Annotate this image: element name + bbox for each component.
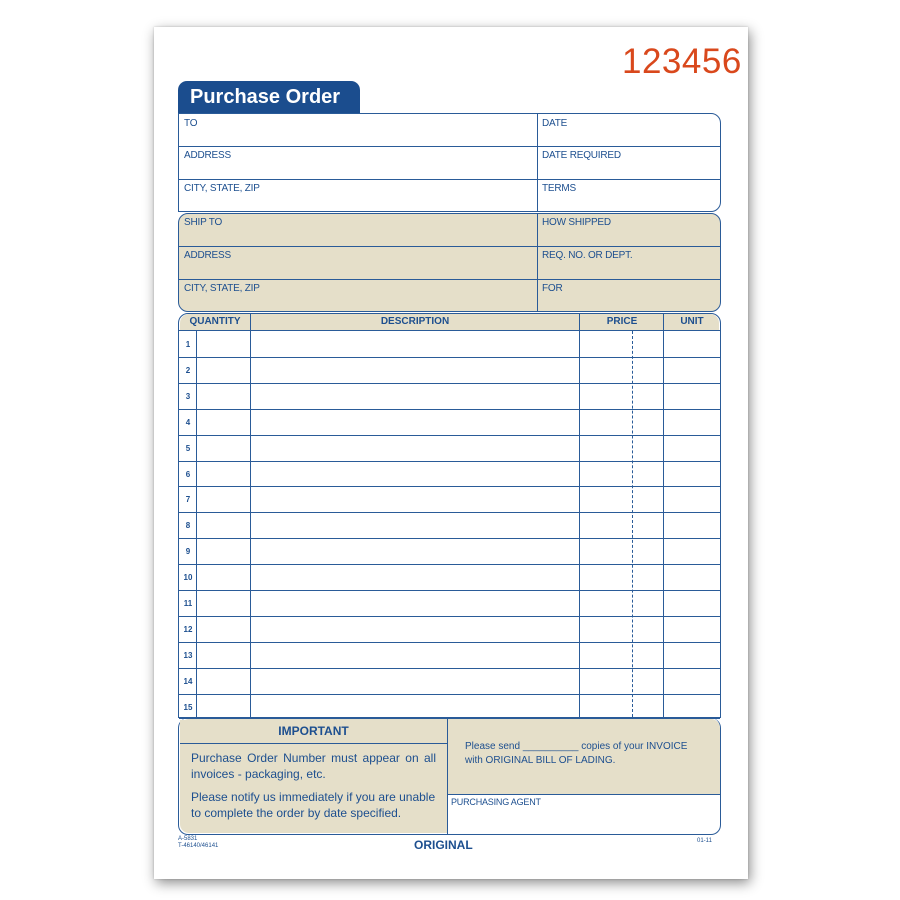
row-divider [179,642,720,643]
row-number: 11 [183,599,193,608]
invoice-note [465,740,705,768]
row-divider [179,486,720,487]
row-number: 3 [185,391,191,401]
divider [179,146,720,147]
row-number: 15 [183,702,193,712]
important-heading: IMPORTANT [278,724,349,738]
col-description: DESCRIPTION [380,316,450,327]
divider [179,179,720,180]
row-divider [179,694,720,695]
copies-blank[interactable]: __________ [522,741,579,752]
row-divider [179,461,720,462]
row-divider [179,590,720,591]
row-number: 2 [185,365,191,375]
row-divider [179,616,720,617]
col-quantity: QUANTITY [189,316,241,327]
form-code-2: T-46140/46141 [178,843,219,849]
col-divider [579,314,580,717]
items-table [178,313,721,718]
row-number: 13 [183,650,193,660]
row-number: 12 [183,624,193,634]
price-cents-divider [632,331,633,717]
row-divider [179,357,720,358]
row-number: 10 [183,573,193,583]
terms-field[interactable]: TERMS [542,183,577,194]
ship-address-field[interactable]: ADDRESS [184,250,231,261]
form-code-1: A-5831 [178,836,198,842]
serial-number: 123456 [622,42,742,81]
ship-city-field[interactable]: CITY, STATE, ZIP [184,283,260,294]
req-no-field[interactable]: REQ. NO. OR DEPT. [542,250,633,261]
row-number: 14 [183,676,193,686]
divider [179,279,720,280]
row-divider [179,564,720,565]
to-field[interactable]: TO [184,118,198,129]
row-divider [179,512,720,513]
purchasing-agent-field[interactable]: PURCHASING AGENT [451,797,541,807]
row-number: 6 [185,469,191,479]
invoice-note-suffix: copies of your INVOICE [581,741,688,752]
divider [448,794,720,795]
row-divider [179,435,720,436]
col-divider [250,314,251,717]
how-shipped-field[interactable]: HOW SHIPPED [542,217,611,228]
shipping-section [178,213,721,312]
invoice-note-prefix: Please send [465,741,521,752]
form-version: 01-11 [697,838,712,844]
date-field[interactable]: DATE [542,118,568,129]
copy-label: ORIGINAL [414,838,473,852]
row-divider [179,409,720,410]
ship-to-field[interactable]: SHIP TO [184,217,223,228]
divider [537,214,538,311]
row-number: 1 [185,340,191,349]
important-text-2: Please notify us immediately if you are unable to complete the order by date specified. [191,790,436,820]
important-header [180,720,447,743]
row-number: 8 [185,521,191,531]
row-number: 5 [185,443,191,453]
col-divider [196,331,197,717]
header-divider [179,330,720,331]
form-title: Purchase Order [190,86,341,108]
row-number: 9 [185,547,191,557]
col-price: PRICE [606,316,638,327]
invoice-note-line2: with ORIGINAL BILL OF LADING. [465,755,616,766]
divider [179,246,720,247]
row-divider [179,668,720,669]
row-divider [179,383,720,384]
for-field[interactable]: FOR [542,283,563,294]
divider [537,114,538,211]
row-divider [179,538,720,539]
title-tab [178,81,360,113]
row-number: 4 [185,417,191,427]
address-field[interactable]: ADDRESS [184,150,231,161]
col-unit: UNIT [680,316,704,327]
col-divider [663,314,664,717]
important-text-1: Purchase Order Number must appear on all invoices - packaging, etc. [191,751,436,781]
form-code [178,836,218,850]
date-required-field[interactable]: DATE REQUIRED [542,150,621,161]
row-number: 7 [185,495,191,505]
vendor-section [178,113,721,212]
city-state-zip-field[interactable]: CITY, STATE, ZIP [184,183,260,194]
divider [180,743,447,744]
